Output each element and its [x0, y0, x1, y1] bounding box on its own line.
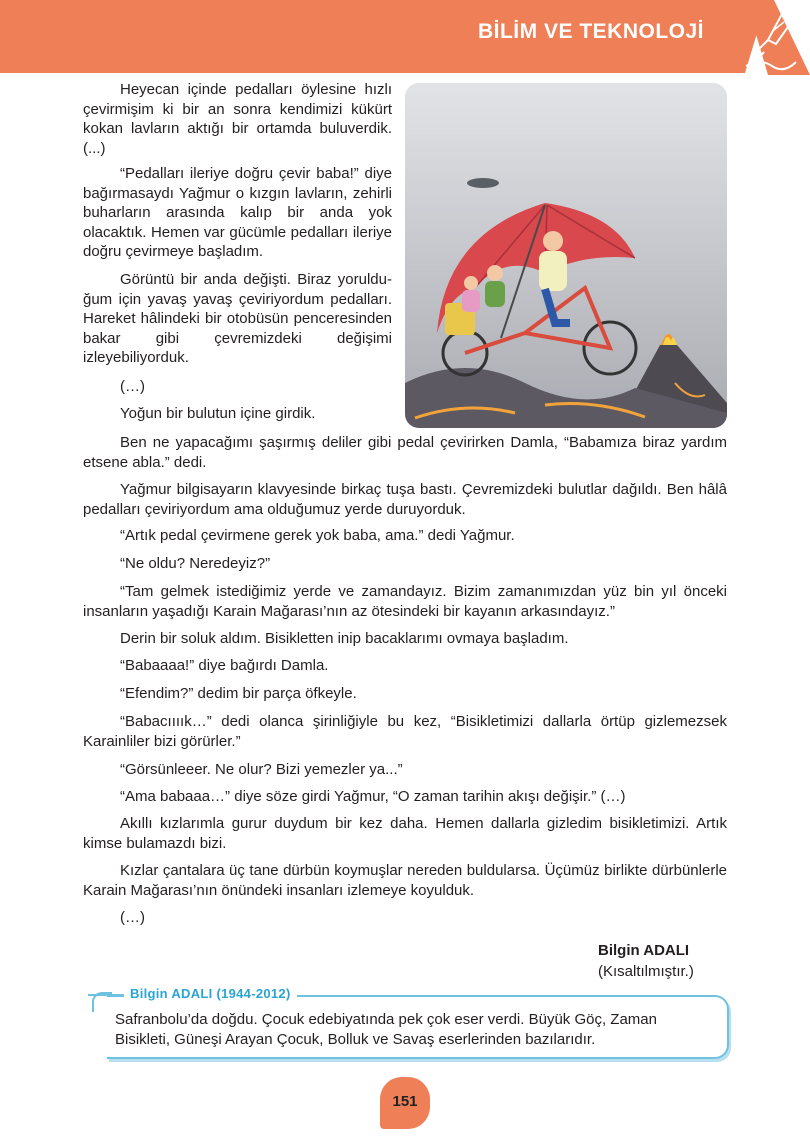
- author-signature: [598, 940, 694, 982]
- story-paragraph: “Ne oldu? Neredeyiz?”: [120, 555, 271, 572]
- story-paragraph: “Ama babaaa…” diye söze girdi Yağmur, “O zaman tarihin akışı değişir.” (…): [120, 788, 626, 805]
- story-illustration: [405, 83, 727, 428]
- story-paragraph: Derin bir soluk aldım. Bisikletten inip bacaklarımı ovmaya başladım.: [120, 630, 569, 647]
- story-paragraph: “Babacıııık…” dedi olanca şirinliğiyle bu kez, “Bisikletimizi dallarla örtüp gizlemezsek Karainliler bizi görürler.”: [83, 713, 727, 750]
- story-paragraph: Akıllı kızlarımla gurur duydum bir kez daha. Hemen dallarla gizledim bisikletimizi. Artık kimse bulamazdı bizi.: [83, 815, 727, 852]
- story-paragraph: “Babaaaa!” diye bağırdı Damla.: [120, 657, 329, 674]
- story-paragraph: Heyecan içinde pedalları öylesine hızlı çevirmişim ki bir an sonra kendimizi kükürt kokan lavların aktığı bir ortamda buluverdik. (...): [83, 81, 392, 157]
- page-number: 151: [392, 1093, 418, 1110]
- bio-heading: Bilgin ADALI (1944-2012): [124, 986, 297, 1001]
- story-paragraph: Görüntü bir anda değişti. Biraz yorulduğum için yavaş yavaş çeviriyordum pedalları. Hareket hâlindeki bir otobüsün penceresinden bakar gibi çevremizdeki değişimi izleyebiliyorduk.: [83, 271, 392, 366]
- bio-text: Safranbolu’da doğdu. Çocuk edebiyatında pek çok eser verdi. Büyük Göç, Zaman Bisikleti, Güneşi Arayan Çocuk, Bolluk ve Savaş eserlerinden bazılarıdır.: [115, 1011, 657, 1048]
- story-paragraph: Yoğun bir bulutun içine girdik.: [120, 405, 316, 422]
- story-paragraph: Ben ne yapacağımı şaşırmış deliler gibi pedal çevirirken Damla, “Babamıza biraz yardım etsene abla.” dedi.: [83, 434, 727, 471]
- story-paragraph: “Pedalları ileriye doğru çevir baba!” diye bağırmasaydı Yağmur o kızgın lavların, zehirli buharların arasında kalıp bir anda yok olacaktık. Hemen var gücümle pedalları ileriye doğru çevirmeye başladım.: [83, 165, 392, 260]
- story-paragraph: “Görsünleeer. Ne olur? Bizi yemezler ya...”: [120, 761, 403, 778]
- story-paragraph: “Tam gelmek istediğimiz yerde ve zamandayız. Bizim zamanımızdan yüz bin yıl önceki insanların yaşadığı Karain Mağarası’nın az ötesindeki bir kayanın arkasındayız.”: [83, 583, 727, 620]
- abridged-note: (Kısaltılmıştır.): [598, 963, 694, 980]
- story-paragraph: “Artık pedal çevirmene gerek yok baba, ama.” dedi Yağmur.: [120, 527, 515, 544]
- section-title: BİLİM VE TEKNOLOJİ: [477, 20, 704, 43]
- author-name: Bilgin ADALI: [598, 942, 690, 959]
- story-paragraph: Yağmur bilgisayarın klavyesinde birkaç tuşa bastı. Çevremizdeki bulutlar dağıldı. Ben hâlâ pedalları çeviriyordum ama olduğumuz yerde duruyorduk.: [83, 481, 727, 518]
- story-paragraph: Kızlar çantalara üç tane dürbün koymuşlar nereden buldularsa. Üçümüz birlikte dürbünlerle Karain Mağarası’nın önündeki insanları izlemeye koyulduk.: [83, 862, 727, 899]
- story-paragraph: “Efendim?” dedim bir parça öfkeyle.: [120, 685, 357, 702]
- story-paragraph: (…): [120, 378, 145, 395]
- story-paragraph: (…): [120, 909, 145, 926]
- pen-nib-icon: [738, 0, 810, 75]
